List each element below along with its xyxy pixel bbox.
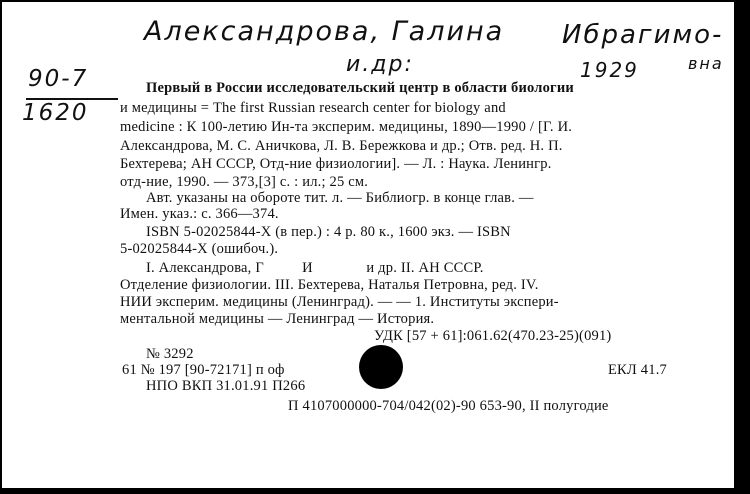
record-note-line: Имен. указ.: с. 366—374. [120,206,279,222]
call-number-bottom: 1620 [22,100,89,126]
tracing-line: Отделение физиологии. III. Бехтерева, Наталья Петровна, ред. IV. [120,277,539,293]
isbn-line: ISBN 5-02025844-X (в пер.) : 4 р. 80 к., 1600 экз. — ISBN [146,224,511,240]
record-title-line: отд-ние, 1990. — 373,[3] с. : ил.; 25 см. [120,174,369,190]
record-title-line: Александрова, М. С. Аничкова, Л. В. Бережкова и др.; Отв. ред. Н. П. [120,138,563,154]
handwritten-patronymic-end: вна [688,54,724,73]
handwritten-patronymic: Ибрагимо- [562,20,724,50]
punch-hole [359,345,403,389]
record-note-line: Авт. указаны на обороте тит. л. — Библиогр. в конце глав. — [146,190,534,206]
record-title-line: и медицины = The first Russian research center for biology and [120,100,506,116]
scan-edge-border [734,0,750,494]
udk-classification: УДК [57 + 61]:061.62(470.23-25)(091) [374,328,612,344]
price-line: П 4107000000-704/042(02)-90 653-90, II полугодие [288,398,609,414]
handwritten-initials: и.др: [346,52,414,77]
record-title-line: Бехтерева; АН СССР, Отд-ние физиологии]. — Л. : Наука. Ленингр. [120,156,552,172]
catalog-card [2,2,734,488]
record-title-line: Первый в России исследовательский центр в области биологии [146,80,574,96]
record-title-line: medicine : К 100-летию Ин-та эксперим. медицины, 1890—1990 / [Г. И. [120,119,573,135]
handwritten-author-name: Александрова, Галина [144,16,505,47]
handwritten-year: 1929 [580,58,639,82]
ekl-code: ЕКЛ 41.7 [608,362,667,378]
tracing-line: НИИ эксперим. медицины (Ленинград). — — 1. Институты экспери- [120,294,559,310]
call-number-top: 90-7 [28,66,89,92]
isbn-line: 5-02025844-X (ошибоч.). [120,241,279,257]
order-number: 61 № 197 [90-72171] п оф [122,362,285,378]
npo-line: НПО ВКП 31.01.91 П266 [146,378,306,394]
tracing-line: I. Александрова, Г И и др. II. АН СССР. [146,260,484,276]
tracing-line: ментальной медицины — Ленинград — История. [120,311,435,327]
card-number: № 3292 [146,346,194,362]
